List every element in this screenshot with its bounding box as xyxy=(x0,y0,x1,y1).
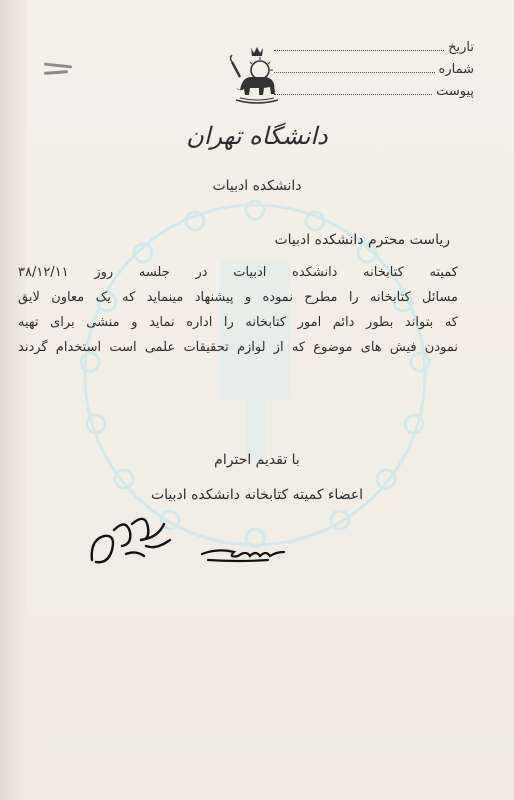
attachment-field xyxy=(274,77,474,99)
university-name: دانشگاه تهران xyxy=(186,122,328,150)
body-line: نمودن فیش های موضوع که از لوازم تحقیقات علمی است استخدام گردند xyxy=(18,340,458,355)
staple-mark xyxy=(44,70,68,75)
date-field xyxy=(274,33,474,55)
signature-left xyxy=(86,510,176,572)
number-field xyxy=(274,55,474,77)
salutation: ریاست محترم دانشکده ادبیات xyxy=(274,232,450,248)
letter-meta-fields xyxy=(274,33,474,99)
body-line: کمیته کتابخانه دانشکده ادبیات در جلسه روز ۳۸/۱۲/۱۱ xyxy=(18,265,458,280)
attachment-line xyxy=(274,94,432,95)
closing-phrase: با تقدیم احترام xyxy=(214,452,300,468)
number-label: شماره xyxy=(438,62,474,77)
attachment-label: پیوست xyxy=(436,84,474,99)
signers-line: اعضاء کمیته کتابخانه دانشکده ادبیات xyxy=(150,487,364,503)
letter-body xyxy=(18,260,458,360)
body-line: که بتواند بطور دائم امور کتابخانه را اداره نماید و منشی برای تهیه xyxy=(18,315,458,330)
faculty-name: دانشکده ادبیات xyxy=(212,178,302,194)
paper-fold-edge xyxy=(0,0,26,800)
signature-right xyxy=(198,540,288,568)
number-line xyxy=(274,72,435,73)
date-label: تاریخ xyxy=(448,40,474,55)
lion-and-sun-emblem-icon xyxy=(226,44,288,106)
staple-mark xyxy=(44,63,72,69)
date-line xyxy=(274,50,444,51)
body-line: مسائل کتابخانه را مطرح نموده و پیشنهاد مینماید که یک معاون لایق xyxy=(18,290,458,305)
